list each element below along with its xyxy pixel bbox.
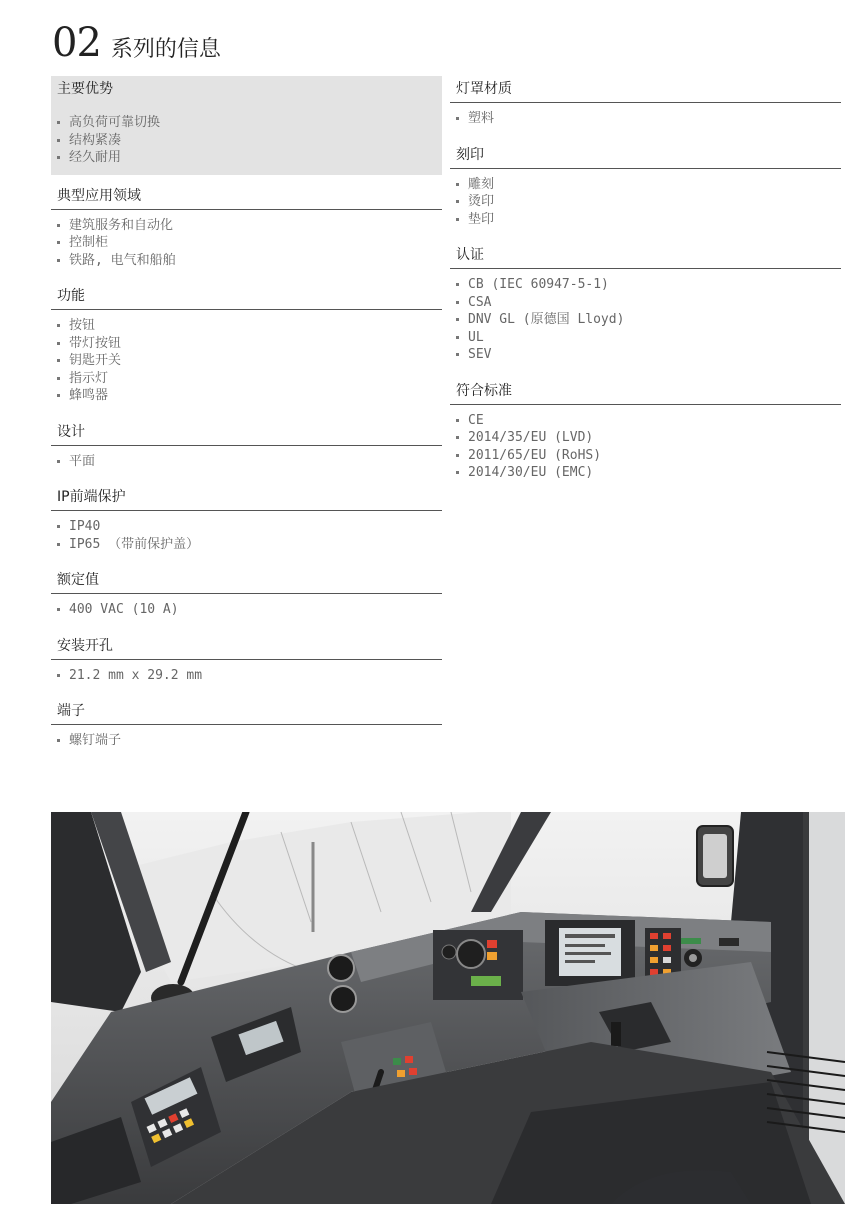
bullet-icon [456, 218, 459, 221]
item-list [51, 660, 442, 699]
section-ip-protection [51, 484, 442, 567]
list-item: 2014/35/EU (LVD) [456, 429, 841, 447]
section-mounting-cutout [51, 633, 442, 699]
bullet-icon [456, 318, 459, 321]
list-item: CB (IEC 60947-5-1) [456, 276, 841, 294]
train-cab-photo [51, 812, 845, 1204]
chapter-number: 02 [52, 20, 101, 66]
section-heading: 功能 [51, 283, 442, 310]
page-title [52, 20, 221, 66]
list-item: 21.2 mm x 29.2 mm [57, 667, 442, 685]
list-item: IP40 [57, 518, 442, 536]
item-list [450, 269, 841, 378]
bullet-icon [57, 139, 60, 142]
section-heading: 典型应用领域 [51, 183, 442, 210]
section-design [51, 419, 442, 485]
list-item: 蜂鸣器 [57, 387, 442, 405]
right-column [450, 76, 841, 496]
section-heading: 符合标准 [450, 378, 841, 405]
bullet-icon [456, 301, 459, 304]
bullet-icon [57, 394, 60, 397]
bullet-icon [456, 117, 459, 120]
bullet-icon [57, 739, 60, 742]
section-terminals [51, 698, 442, 764]
item-list [450, 103, 841, 142]
list-item: 钥匙开关 [57, 352, 442, 370]
list-item: 铁路, 电气和船舶 [57, 252, 442, 270]
bullet-icon [57, 259, 60, 262]
left-column [51, 76, 442, 764]
bullet-icon [57, 121, 60, 124]
bullet-icon [456, 419, 459, 422]
section-standards [450, 378, 841, 496]
list-item: 2011/65/EU (RoHS) [456, 447, 841, 465]
list-item: 垫印 [456, 211, 841, 229]
list-item: 指示灯 [57, 370, 442, 388]
item-list [51, 511, 442, 567]
item-list [51, 725, 442, 764]
list-item: 塑料 [456, 110, 841, 128]
list-item: 2014/30/EU (EMC) [456, 464, 841, 482]
bullet-icon [57, 324, 60, 327]
section-heading: 刻印 [450, 142, 841, 169]
list-item: 建筑服务和自动化 [57, 217, 442, 235]
list-item: 按钮 [57, 317, 442, 335]
item-list [450, 405, 841, 496]
section-heading: 主要优势 [57, 81, 113, 97]
list-item: 烫印 [456, 193, 841, 211]
bullet-icon [456, 454, 459, 457]
item-list [51, 210, 442, 284]
bullet-icon [57, 359, 60, 362]
section-heading: 认证 [450, 242, 841, 269]
bullet-icon [456, 353, 459, 356]
bullet-icon [456, 336, 459, 339]
list-item: 高负荷可靠切换 [57, 114, 442, 132]
list-item: 结构紧凑 [57, 132, 442, 150]
list-item: UL [456, 329, 841, 347]
bullet-icon [57, 460, 60, 463]
item-list [51, 310, 442, 419]
section-approvals [450, 242, 841, 378]
list-item: CSA [456, 294, 841, 312]
list-item: 平面 [57, 453, 442, 471]
list-item: 螺钉端子 [57, 732, 442, 750]
section-lens-material [450, 76, 841, 142]
item-list [450, 169, 841, 243]
bullet-icon [57, 241, 60, 244]
section-marking [450, 142, 841, 243]
bullet-icon [57, 342, 60, 345]
section-heading: 额定值 [51, 567, 442, 594]
list-item: CE [456, 412, 841, 430]
item-list [51, 594, 442, 633]
list-item: 控制柜 [57, 234, 442, 252]
bullet-icon [456, 283, 459, 286]
bullet-icon [57, 608, 60, 611]
list-item: SEV [456, 346, 841, 364]
list-item: 带灯按钮 [57, 335, 442, 353]
bullet-icon [57, 543, 60, 546]
section-ratings [51, 567, 442, 633]
bullet-icon [456, 183, 459, 186]
section-functions [51, 283, 442, 419]
bullet-icon [57, 377, 60, 380]
bullet-icon [456, 436, 459, 439]
section-applications [51, 183, 442, 284]
chapter-title: 系列的信息 [110, 37, 221, 62]
item-list [51, 446, 442, 485]
section-heading: 设计 [51, 419, 442, 446]
list-item: DNV GL (原德国 Lloyd) [456, 311, 841, 329]
section-key-advantages [51, 76, 442, 175]
list-item: 400 VAC (10 A) [57, 601, 442, 619]
list-item: 雕刻 [456, 176, 841, 194]
bullet-icon [57, 525, 60, 528]
section-heading: 端子 [51, 698, 442, 725]
train-cab-illustration [51, 812, 845, 1204]
list-item: 经久耐用 [57, 149, 442, 167]
bullet-icon [57, 674, 60, 677]
bullet-icon [57, 224, 60, 227]
section-heading: IP前端保护 [51, 484, 442, 511]
bullet-icon [57, 156, 60, 159]
item-list [51, 102, 442, 167]
section-heading: 灯罩材质 [450, 76, 841, 103]
list-item: IP65 （带前保护盖） [57, 536, 442, 554]
section-heading: 安装开孔 [51, 633, 442, 660]
bullet-icon [456, 200, 459, 203]
bullet-icon [456, 471, 459, 474]
